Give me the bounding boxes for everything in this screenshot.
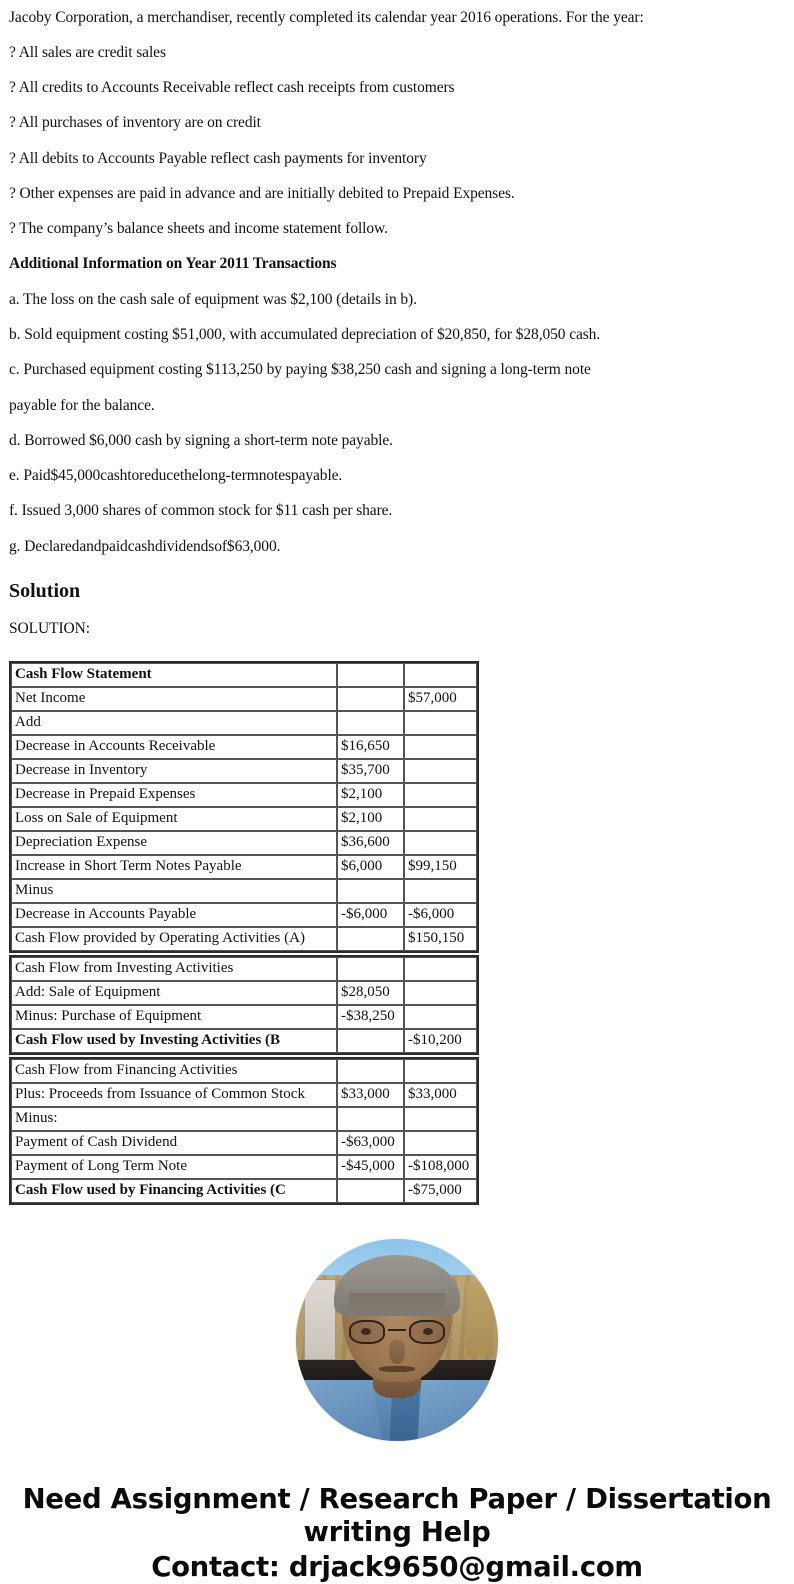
row-col2: [404, 957, 477, 981]
eyeglasses-lens-right: [409, 1320, 445, 1344]
transaction-item-a: a. The loss on the cash sale of equipment was $2,100 (details in b).: [9, 290, 417, 308]
row-label: Minus: [11, 879, 337, 903]
bullet-item: ? All sales are credit sales: [9, 43, 166, 61]
row-col1: -$45,000: [337, 1155, 404, 1179]
row-label: Cash Flow provided by Operating Activities (A): [11, 927, 337, 951]
row-col2: [404, 783, 477, 807]
solution-heading: Solution: [9, 579, 81, 602]
row-col2: [404, 831, 477, 855]
footer-contact-block: [9, 1441, 785, 1584]
table-row: [11, 927, 477, 951]
row-col1: $36,600: [337, 831, 404, 855]
row-col1: [337, 927, 404, 951]
table-row: [11, 903, 477, 927]
avatar: [296, 1239, 498, 1441]
table-row: [11, 1131, 477, 1155]
row-col2: -$108,000: [404, 1155, 477, 1179]
row-col2: [404, 879, 477, 903]
bullet-item: ? The company’s balance sheets and income statement follow.: [9, 220, 388, 238]
row-label: Cash Flow used by Investing Activities (B: [11, 1029, 337, 1053]
row-col2: [404, 1107, 477, 1131]
table-row: [11, 711, 477, 735]
row-label: Add: [11, 711, 337, 735]
row-col1: $2,100: [337, 783, 404, 807]
forehead-shading: [349, 1293, 446, 1313]
shirt-collar-left: [303, 1380, 382, 1441]
table-row: [11, 855, 477, 879]
table-row: [11, 1179, 477, 1203]
photo-background-panel-right: [466, 1283, 494, 1356]
row-label: Loss on Sale of Equipment: [11, 807, 337, 831]
table-row: [11, 783, 477, 807]
solution-label: SOLUTION:: [9, 620, 90, 637]
row-col1: [337, 1179, 404, 1203]
table-row: [11, 1029, 477, 1053]
bullet-item: ? All credits to Accounts Receivable reflect cash receipts from customers: [9, 79, 455, 97]
financing-activities-table: [9, 1057, 479, 1205]
row-label: Increase in Short Term Notes Payable: [11, 855, 337, 879]
row-col2: $99,150: [404, 855, 477, 879]
row-col2: [404, 711, 477, 735]
row-col2: [404, 1005, 477, 1029]
row-col1: [337, 1107, 404, 1131]
bullet-item: ? All debits to Accounts Payable reflect cash payments for inventory: [9, 149, 427, 167]
table-row: [11, 735, 477, 759]
bullet-item: ? Other expenses are paid in advance and are initially debited to Prepaid Expenses.: [9, 184, 515, 202]
row-label: Add: Sale of Equipment: [11, 981, 337, 1005]
table-row: [11, 807, 477, 831]
row-label: Minus:: [11, 1107, 337, 1131]
transaction-item-b: b. Sold equipment costing $51,000, with accumulated depreciation of $20,850, for $28,050 cash.: [9, 326, 601, 344]
table-row: [11, 1083, 477, 1107]
row-col2: [404, 735, 477, 759]
nose: [389, 1340, 405, 1364]
table-row: [11, 663, 477, 687]
row-col2: [404, 981, 477, 1005]
transaction-item-c: c. Purchased equipment costing $113,250 by paying $38,250 cash and signing a long-term note: [9, 361, 591, 379]
table-row: [11, 1155, 477, 1179]
row-label: Cash Flow from Financing Activities: [11, 1059, 337, 1083]
transaction-item-e: e. Paid$45,000cashtoreducethelong-termnotespayable.: [9, 467, 343, 485]
row-col1: $16,650: [337, 735, 404, 759]
row-col2: -$75,000: [404, 1179, 477, 1203]
row-label: Decrease in Accounts Receivable: [11, 735, 337, 759]
row-label: Minus: Purchase of Equipment: [11, 1005, 337, 1029]
cash-flow-statement-table: [9, 661, 785, 1205]
footer-headline-line2: writing Help: [303, 1516, 491, 1549]
row-col1: [337, 687, 404, 711]
eyeglasses-lens-left: [349, 1320, 385, 1344]
footer-headline-line1: Need Assignment / Research Paper / Dissertation: [22, 1482, 772, 1515]
table-row: [11, 981, 477, 1005]
row-label: Cash Flow Statement: [11, 663, 337, 687]
row-col1: [337, 879, 404, 903]
row-col2: [404, 1059, 477, 1083]
table-row: [11, 1107, 477, 1131]
row-label: Decrease in Inventory: [11, 759, 337, 783]
row-col1: -$6,000: [337, 903, 404, 927]
row-col1: -$38,250: [337, 1005, 404, 1029]
row-col1: $6,000: [337, 855, 404, 879]
bullet-list: [9, 35, 785, 247]
row-label: Payment of Long Term Note: [11, 1155, 337, 1179]
table-row: [11, 831, 477, 855]
table-row: [11, 879, 477, 903]
portrait-photo-block: [9, 1205, 785, 1441]
row-label: Decrease in Prepaid Expenses: [11, 783, 337, 807]
operating-activities-table: [9, 661, 479, 953]
row-col1: [337, 711, 404, 735]
transaction-item-f: f. Issued 3,000 shares of common stock for $11 cash per share.: [9, 502, 393, 520]
row-col2: [404, 1131, 477, 1155]
eyeglasses-bridge: [388, 1329, 406, 1332]
row-col1: $28,050: [337, 981, 404, 1005]
row-label: Cash Flow used by Financing Activities (C: [11, 1179, 337, 1203]
row-col1: [337, 1059, 404, 1083]
row-col1: [337, 1029, 404, 1053]
table-row: [11, 1005, 477, 1029]
table-row: [11, 759, 477, 783]
row-col2: $150,150: [404, 927, 477, 951]
row-col2: $33,000: [404, 1083, 477, 1107]
investing-activities-table: [9, 955, 479, 1055]
row-label: Depreciation Expense: [11, 831, 337, 855]
table-row: [11, 957, 477, 981]
mouth: [379, 1366, 415, 1372]
shirt-collar-right: [412, 1380, 491, 1441]
row-col1: [337, 663, 404, 687]
row-label: Net Income: [11, 687, 337, 711]
row-label: Payment of Cash Dividend: [11, 1131, 337, 1155]
intro-paragraph: Jacoby Corporation, a merchandiser, recently completed its calendar year 2016 operations. For the year:: [9, 8, 644, 26]
row-col2: [404, 663, 477, 687]
table-row: [11, 687, 477, 711]
transaction-item-g: g. Declaredandpaidcashdividendsof$63,000.: [9, 537, 281, 555]
footer-contact-email: Contact: drjack9650@gmail.com: [151, 1550, 643, 1583]
transaction-item-d: d. Borrowed $6,000 cash by signing a short-term note payable.: [9, 431, 393, 449]
row-col2: $57,000: [404, 687, 477, 711]
table-row: [11, 1059, 477, 1083]
row-col1: $2,100: [337, 807, 404, 831]
row-col2: -$10,200: [404, 1029, 477, 1053]
transaction-item-c-continued: payable for the balance.: [9, 396, 155, 414]
row-col1: [337, 957, 404, 981]
row-label: Decrease in Accounts Payable: [11, 903, 337, 927]
row-col2: -$6,000: [404, 903, 477, 927]
photo-background-panel-left: [304, 1279, 336, 1360]
row-col2: [404, 759, 477, 783]
row-col1: $33,000: [337, 1083, 404, 1107]
row-col2: [404, 807, 477, 831]
row-label: Plus: Proceeds from Issuance of Common Stock: [11, 1083, 337, 1107]
additional-information-heading: Additional Information on Year 2011 Transactions: [9, 255, 337, 273]
row-label: Cash Flow from Investing Activities: [11, 957, 337, 981]
transaction-list: [9, 282, 785, 564]
bullet-item: ? All purchases of inventory are on credit: [9, 114, 261, 132]
row-col1: $35,700: [337, 759, 404, 783]
row-col1: -$63,000: [337, 1131, 404, 1155]
